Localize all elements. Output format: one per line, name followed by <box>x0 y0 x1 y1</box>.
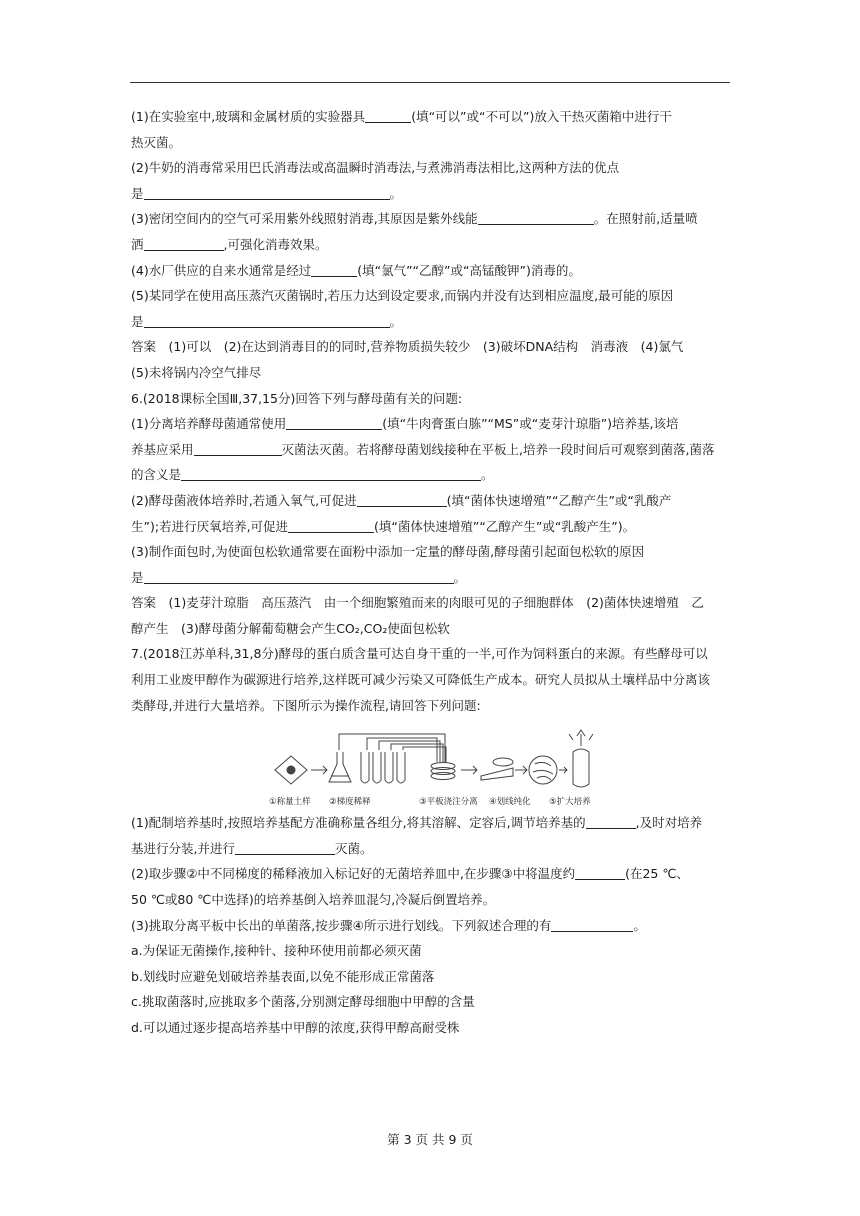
answer-blank <box>144 185 390 200</box>
text-line <box>131 386 731 412</box>
text-line <box>131 437 731 463</box>
line-text: 热灭菌。 <box>131 134 182 150</box>
line-text: 醇产生 (3)酵母菌分解葡萄糖会产生CO₂,CO₂使面包松软 <box>131 620 450 636</box>
line-text: 答案 (1)麦芽汁琼脂 高压蒸汽 由一个细胞繁殖而来的肉眼可见的子细胞群体 (2)菌体快速增殖 乙 <box>131 595 704 611</box>
line-text: a.为保证无菌操作,接种针、接种环使用前都必须灭菌 <box>131 943 422 959</box>
text-line <box>131 206 731 232</box>
text-line <box>131 181 731 207</box>
line-text: 7.(2018江苏单科,31,8分)酵母的蛋白质含量可达自身干重的一半,可作为饲料蛋白的来源。有些酵母可以 <box>131 646 708 662</box>
line-text: c.挑取菌落时,应挑取多个菌落,分别测定酵母细胞中甲醇的含量 <box>131 994 475 1010</box>
line-text: 是 <box>131 569 144 585</box>
figure-step-label: ④划线纯化 <box>489 797 531 808</box>
text-line <box>131 488 731 514</box>
text-line <box>131 989 731 1015</box>
answer-blank <box>365 108 411 123</box>
answer-blank <box>478 210 594 225</box>
line-text: 。 <box>481 467 494 483</box>
text-line <box>131 913 731 939</box>
line-text: (1)配制培养基时,按照培养基配方准确称量各组分,将其溶解、定容后,调节培养基的 <box>131 815 586 831</box>
answer-blank <box>288 518 374 533</box>
header-rule <box>130 82 730 83</box>
answer-blank <box>144 569 454 584</box>
figure-step-label: ③平板浇注分离 <box>419 797 478 808</box>
line-text: 灭菌。 <box>334 840 373 856</box>
answer-blank <box>586 814 636 829</box>
figure-step-label: ⑤扩大培养 <box>549 797 591 808</box>
line-text: 生”);若进行厌氧培养,可促进 <box>131 518 289 534</box>
line-text: (2)牛奶的消毒常采用巴氏消毒法或高温瞬时消毒法,与煮沸消毒法相比,这两种方法的优点 <box>131 160 620 176</box>
line-text: b.划线时应避免划破培养基表面,以免不能形成正常菌落 <box>131 968 435 984</box>
line-text: 利用工业废甲醇作为碳源进行培养,这样既可减少污染又可降低生产成本。研究人员拟从土壤样品中分离该 <box>131 672 710 688</box>
text-line <box>131 565 731 591</box>
text-line <box>131 836 731 862</box>
line-text: ,可强化消毒效果。 <box>223 236 328 252</box>
line-text: 灭菌法灭菌。若将酵母菌划线接种在平板上,培养一段时间后可观察到菌落,菌落 <box>281 441 715 457</box>
text-line <box>131 964 731 990</box>
answer-blank <box>194 441 282 456</box>
line-text: (在25 ℃、 <box>625 866 689 882</box>
line-text: (填“菌体快速增殖”“乙醇产生”或“乳酸产 <box>446 492 672 508</box>
text-line <box>131 514 731 540</box>
line-text: (2)酵母菌液体培养时,若通入氧气,可促进 <box>131 492 357 508</box>
line-text: (2)取步骤②中不同梯度的稀释液加入标记好的无菌培养皿中,在步骤③中将温度约 <box>131 866 576 882</box>
text-line <box>131 360 731 386</box>
line-text: 。 <box>633 917 646 933</box>
line-text: (4)水厂供应的自来水通常是经过 <box>131 262 312 278</box>
text-line <box>131 258 731 284</box>
answer-blank <box>235 840 335 855</box>
text-line <box>131 411 731 437</box>
answer-blank <box>286 415 382 430</box>
line-text: 50 ℃或80 ℃中选择)的培养基倒入培养皿混匀,冷凝后倒置培养。 <box>131 892 496 908</box>
figure-step-label: ①称量土样 <box>269 797 311 808</box>
text-line <box>131 667 731 693</box>
answer-blank <box>181 466 481 481</box>
line-text: (1)分离培养酵母菌通常使用 <box>131 416 287 432</box>
text-line <box>131 155 731 181</box>
line-text: (填“菌体快速增殖”“乙醇产生”或“乳酸产生”)。 <box>374 518 636 534</box>
line-text: 基进行分装,并进行 <box>131 840 235 856</box>
text-line <box>131 810 731 836</box>
line-text: 。在照射前,适量喷 <box>593 211 698 227</box>
text-line <box>131 462 731 488</box>
line-text: 的含义是 <box>131 467 182 483</box>
line-text: 。 <box>389 313 403 329</box>
text-line <box>131 861 731 887</box>
line-text: 6.(2018课标全国Ⅲ,37,15分)回答下列与酵母菌有关的问题: <box>131 390 463 406</box>
text-line <box>131 232 731 258</box>
text-line <box>131 130 731 156</box>
line-text: (填“可以”或“不可以”)放入干热灭菌箱中进行干 <box>411 109 672 124</box>
answer-blank <box>551 917 633 932</box>
text-line <box>131 641 731 667</box>
answer-blank <box>311 262 357 277</box>
text-line <box>131 938 731 964</box>
line-text: (3)制作面包时,为使面包松软通常要在面粉中添加一定量的酵母菌,酵母菌引起面包松软的原因 <box>131 544 645 560</box>
text-line <box>131 887 731 913</box>
line-text: ,及时对培养 <box>635 815 703 831</box>
procedure-figure <box>131 718 731 810</box>
line-text: (1)在实验室中,玻璃和金属材质的实验器具 <box>131 109 366 124</box>
line-text: d.可以通过逐步提高培养基中甲醇的浓度,获得甲醇高耐受株 <box>131 1020 460 1035</box>
page-footer: 第 3 页 共 9 页 <box>387 1132 473 1147</box>
text-line <box>131 590 731 616</box>
answer-blank <box>357 492 447 507</box>
text-line <box>131 334 731 360</box>
line-text: 答案 (1)可以 (2)在达到消毒目的的同时,营养物质损失较少 (3)破坏DNA结构 消毒液 (4)氯气 <box>131 339 684 355</box>
text-line <box>131 104 731 130</box>
procedure-diagram <box>267 722 597 808</box>
line-text: 。 <box>453 569 467 585</box>
line-text: (5)未将锅内冷空气排尽 <box>131 364 262 380</box>
line-text: 是 <box>131 313 144 329</box>
text-line <box>131 616 731 642</box>
document-body <box>131 104 731 1041</box>
text-line <box>131 539 731 565</box>
text-line <box>131 1015 731 1041</box>
answer-blank <box>144 236 224 251</box>
text-line <box>131 309 731 335</box>
line-text: 是 <box>131 185 144 201</box>
line-text: (填“氯气”“乙醇”或“高锰酸钾”)消毒的。 <box>357 262 581 278</box>
line-text: 养基应采用 <box>131 441 194 457</box>
text-line <box>131 693 731 719</box>
text-line <box>131 283 731 309</box>
figure-step-label: ②梯度稀释 <box>329 797 371 808</box>
line-text: (5)某同学在使用高压蒸汽灭菌锅时,若压力达到设定要求,而锅内并没有达到相应温度,最可能的原因 <box>131 288 674 304</box>
answer-blank <box>144 313 390 328</box>
line-text: 。 <box>389 185 403 201</box>
answer-blank <box>575 865 625 880</box>
line-text: (3)密闭空间内的空气可采用紫外线照射消毒,其原因是紫外线能 <box>131 211 478 227</box>
line-text: 类酵母,并进行大量培养。下图所示为操作流程,请回答下列问题: <box>131 697 481 713</box>
line-text: (3)挑取分离平板中长出的单菌落,按步骤④所示进行划线。下列叙述合理的有 <box>131 917 552 933</box>
line-text: (填“牛肉膏蛋白胨”“MS”或“麦芽汁琼脂”)培养基,该培 <box>382 416 679 432</box>
line-text: 洒 <box>131 236 144 252</box>
